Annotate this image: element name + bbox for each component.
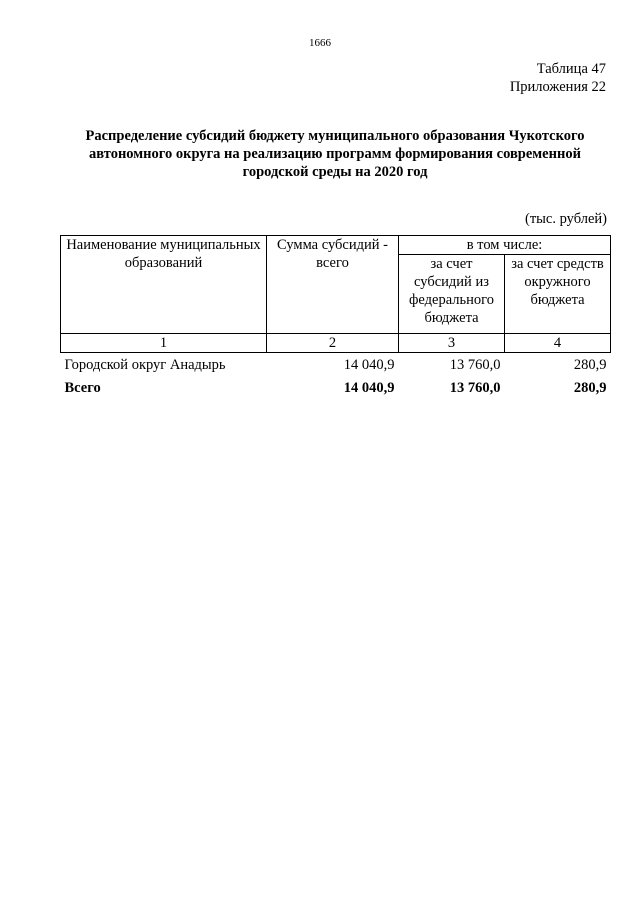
- column-number: 4: [505, 334, 611, 353]
- units-label: (тыс. рублей): [525, 211, 607, 227]
- table-header-row: [61, 236, 611, 255]
- grand-total-regional: 280,9: [573, 380, 607, 396]
- document-title: Распределение субсидий бюджету муниципального образования Чукотского автономного округа на реализацию программ формирования современной городской среды на 2020 год: [85, 128, 585, 180]
- appendix-number: Приложения 22: [509, 79, 606, 95]
- municipality-name: Городской округ Анадырь: [64, 357, 226, 373]
- table-reference: [510, 60, 606, 96]
- header-including: в том числе:: [399, 236, 611, 255]
- grand-total-amount: 14 040,9: [343, 380, 395, 396]
- header-total-subsidies: Сумма субсидий - всего: [267, 236, 399, 334]
- table-row: [61, 353, 611, 377]
- page-number: 1666: [309, 37, 331, 49]
- column-number: 3: [399, 334, 505, 353]
- total-label: Всего: [64, 380, 101, 396]
- federal-amount: 13 760,0: [449, 357, 501, 373]
- column-number: 2: [267, 334, 399, 353]
- column-number: 1: [61, 334, 267, 353]
- column-number-row: [61, 334, 611, 353]
- header-municipality: Наименование муниципальных образований: [61, 236, 267, 334]
- table-number: Таблица 47: [536, 61, 606, 77]
- grand-total-federal: 13 760,0: [449, 380, 501, 396]
- total-amount: 14 040,9: [343, 357, 395, 373]
- total-row: [61, 376, 611, 399]
- header-regional-budget: за счет средств окружного бюджета: [505, 255, 611, 334]
- header-federal-budget: за счет субсидий из федерального бюджета: [399, 255, 505, 334]
- subsidy-table: [60, 235, 611, 399]
- regional-amount: 280,9: [573, 357, 607, 373]
